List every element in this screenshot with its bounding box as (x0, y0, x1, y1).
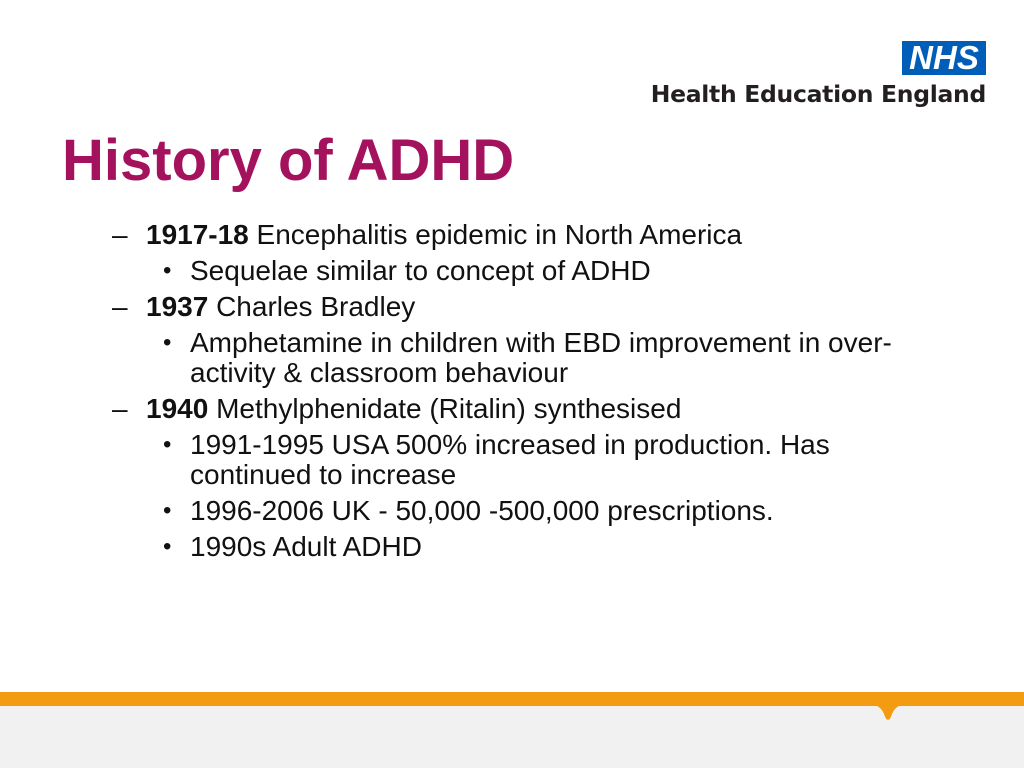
bullet-marker: • (163, 329, 172, 356)
bullet-marker: • (163, 257, 172, 284)
sub-bullet-item (0, 430, 1024, 490)
sub-bullet-item (0, 496, 1024, 526)
bullet-text: Charles Bradley (208, 291, 416, 322)
bullet-marker: • (163, 533, 172, 560)
sub-bullet-item (0, 532, 1024, 562)
hee-logo-text: Health Education England (650, 80, 986, 108)
dash-marker: – (112, 393, 128, 424)
year-label: 1937 (146, 291, 209, 322)
bullet-marker: • (163, 431, 172, 458)
bullet-item (0, 220, 1024, 250)
sub-bullet-item (0, 256, 1024, 286)
bullet-text: Methylphenidate (Ritalin) synthesised (208, 393, 682, 424)
bullet-marker: • (163, 497, 172, 524)
nhs-hee-logo (626, 41, 986, 111)
bullet-text: Sequelae similar to concept of ADHD (190, 255, 651, 286)
year-label: 1917-18 (146, 219, 249, 250)
bullet-text: 1990s Adult ADHD (190, 531, 422, 562)
dash-marker: – (112, 219, 128, 250)
bullet-list (0, 220, 1024, 562)
bullet-item (0, 394, 1024, 424)
footer-notch-shape (0, 704, 1024, 728)
bullet-item (0, 292, 1024, 322)
sub-bullet-item (0, 328, 1024, 388)
bullet-text: 1996-2006 UK - 50,000 -500,000 prescriptions. (190, 495, 774, 526)
nhs-logo-box: NHS (902, 41, 986, 75)
bullet-text: Encephalitis epidemic in North America (248, 219, 743, 250)
dash-marker: – (112, 291, 128, 322)
slide-title: History of ADHD (62, 128, 515, 193)
bullet-text: Amphetamine in children with EBD improvement in over-activity & classroom behaviour (190, 327, 892, 388)
bullet-text: 1991-1995 USA 500% increased in production. Has continued to increase (190, 429, 830, 490)
year-label: 1940 (146, 393, 209, 424)
